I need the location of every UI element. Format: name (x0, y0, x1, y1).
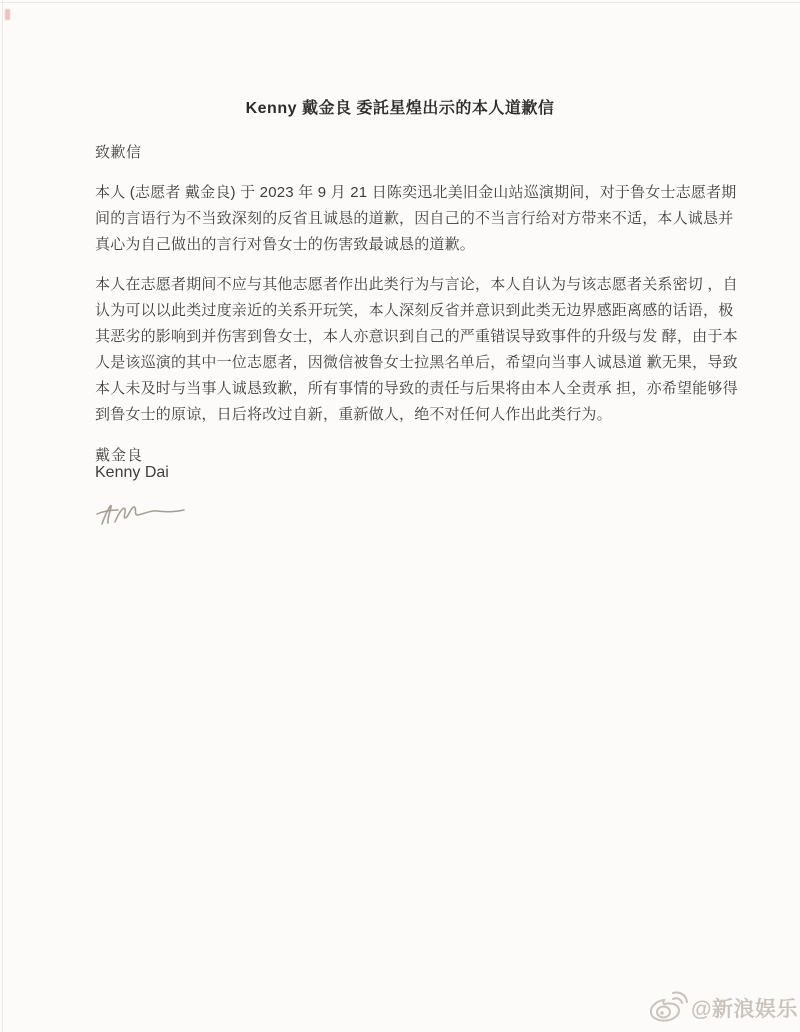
corner-red-mark (5, 9, 10, 20)
photo-top-edge-line (0, 2, 800, 3)
handwritten-signature (95, 498, 187, 528)
paragraph-2-line: 认为可以以此类过度亲近的关系开玩笑，本人深刻反省并意识到此类无边界感距离感的话语，极 (95, 302, 734, 319)
weibo-icon (648, 991, 688, 1025)
paragraph-1 (95, 180, 745, 258)
photo-left-edge-line (2, 0, 3, 1032)
weibo-watermark (648, 991, 798, 1025)
paragraph-2 (95, 272, 745, 428)
paragraph-2-line: 本人未及时与当事人诚恳致歉，所有事情的导致的责任与后果将由本人全责承 担，亦希望能够得 (95, 380, 738, 397)
paragraph-1-line: 真心为自己做出的言行对鲁女士的伤害致最诚恳的道歉。 (95, 236, 476, 253)
paragraph-1-line: 本人 (志愿者 戴金良) 于 2023 年 9 月 21 日陈奕迅北美旧金山站巡演期间，对于鲁女士志愿者期 (95, 184, 737, 201)
salutation: 致歉信 (95, 144, 142, 161)
paragraph-2-line: 本人在志愿者期间不应与其他志愿者作出此类行为与言论，本人自认为与该志愿者关系密切 ，自 (95, 276, 738, 293)
document-title: Kenny 戴金良 委託星煌出示的本人道歉信 (245, 100, 555, 117)
paragraph-1-line: 间的言语行为不当致深刻的反省且诚恳的道歉，因自己的不当言行给对方带来不适，本人诚恳并 (95, 210, 734, 227)
paragraph-2-line: 人是该巡演的其中一位志愿者，因微信被鲁女士拉黑名单后，希望向当事人诚恳道 歉无果，导致 (95, 354, 738, 371)
watermark-handle: @新浪娱乐 (691, 998, 798, 1021)
paragraph-2-line: 其恶劣的影响到并伤害到鲁女士，本人亦意识到自己的严重错误导致事件的升级与发 酵，由于本 (95, 328, 738, 345)
paragraph-2-line: 到鲁女士的原谅，日后将改过自新，重新做人，绝不对任何人作出此类行为。 (95, 406, 612, 423)
signature-name-chinese: 戴金良 (95, 447, 144, 464)
signature-name-english: Kenny Dai (95, 464, 169, 481)
